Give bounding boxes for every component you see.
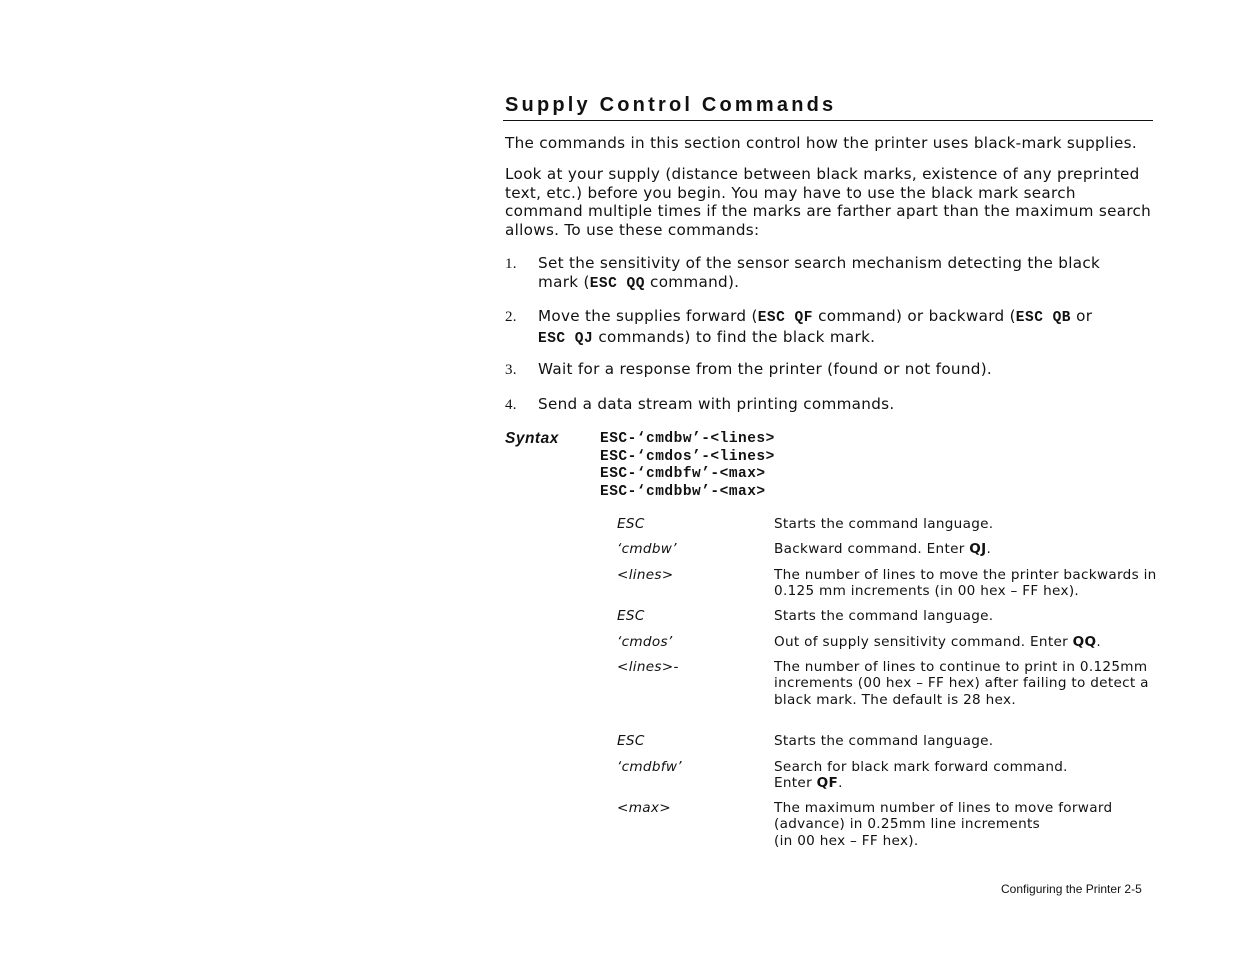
definition-tail: . <box>986 541 992 557</box>
command-code: ESC QF <box>757 310 813 326</box>
definition-term: <max> <box>617 800 671 816</box>
definition-desc: Starts the command language. <box>774 516 994 532</box>
step-text: command). <box>644 273 740 291</box>
instructions-paragraph: Look at your supply (distance between black marks, existence of any preprinted text, etc.) before you begin. You may have to use the black mark search command multiple times if the marks are farther apart than the maximum search allows. To use these commands: <box>505 165 1152 239</box>
section-title: Supply Control Commands <box>505 94 837 116</box>
definition-term: ‘cmdbw’ <box>617 541 677 557</box>
definition-bold: QF <box>816 775 839 792</box>
syntax-line: ESC-‘cmdbw’-<lines> <box>600 431 775 447</box>
syntax-block <box>600 431 775 501</box>
definition-desc: Starts the command language. <box>774 733 994 749</box>
definition-term: ‘cmdbfw’ <box>617 759 682 775</box>
step-text: Set the sensitivity of the sensor search mechanism detecting the black mark ( <box>538 254 1101 291</box>
definition-tail: . <box>838 775 843 792</box>
definition-desc: Out of supply sensitivity command. Enter <box>774 634 1073 650</box>
definition-desc: Backward command. Enter <box>774 541 970 557</box>
step-number: 2. <box>505 309 517 325</box>
definition-desc-line2: (in 00 hex – FF hex). <box>774 832 919 849</box>
definition-desc-line2: Enter <box>774 775 817 792</box>
syntax-line: ESC-‘cmdos’-<lines> <box>600 448 775 465</box>
definition-term: ‘cmdos’ <box>617 634 673 650</box>
command-code: ESC QB <box>1015 310 1072 326</box>
step-text: or <box>1071 307 1093 325</box>
step-text: Wait for a response from the printer (found or not found). <box>538 360 993 378</box>
definition-desc: Search for black mark forward command. <box>774 759 1068 775</box>
command-code: ESC QJ <box>538 331 594 347</box>
definition-desc: The number of lines to continue to print in 0.125mm increments (00 hex – FF hex) after failing to detect a black mark. The default is 28 hex. <box>774 659 1149 708</box>
definition-desc: The maximum number of lines to move forward (advance) in 0.25mm line increments <box>774 800 1113 833</box>
step-text: Move the supplies forward ( <box>538 307 758 325</box>
syntax-label: Syntax <box>505 430 559 447</box>
definition-term: <lines> <box>617 567 674 583</box>
definition-tail: . <box>1096 634 1101 650</box>
step-text: command) or backward ( <box>812 307 1016 325</box>
step-number: 4. <box>505 397 517 413</box>
definition-term: <lines>- <box>617 659 679 675</box>
syntax-line: ESC-‘cmdbfw’-<max> <box>600 466 766 483</box>
page-footer: Configuring the Printer 2-5 <box>1001 882 1142 896</box>
intro-paragraph: The commands in this section control how the printer uses black-mark supplies. <box>505 134 1137 152</box>
definition-term: ESC <box>617 608 645 624</box>
step-text: commands) to find the black mark. <box>593 328 876 346</box>
definition-bold: QJ <box>969 541 987 557</box>
definition-bold: QQ <box>1072 634 1097 650</box>
syntax-line: ESC-‘cmdbbw’-<max> <box>600 483 766 500</box>
command-code: ESC QQ <box>589 276 645 292</box>
definition-term: ESC <box>617 516 645 532</box>
definition-desc: The number of lines to move the printer backwards in 0.125 mm increments (in 00 hex – FF hex). <box>774 567 1157 600</box>
step-number: 3. <box>505 362 517 378</box>
definition-term: ESC <box>617 733 645 749</box>
step-number: 1. <box>505 256 517 272</box>
title-rule <box>503 120 1153 121</box>
definition-desc: Starts the command language. <box>774 608 994 624</box>
step-text: Send a data stream with printing commands. <box>538 395 895 413</box>
